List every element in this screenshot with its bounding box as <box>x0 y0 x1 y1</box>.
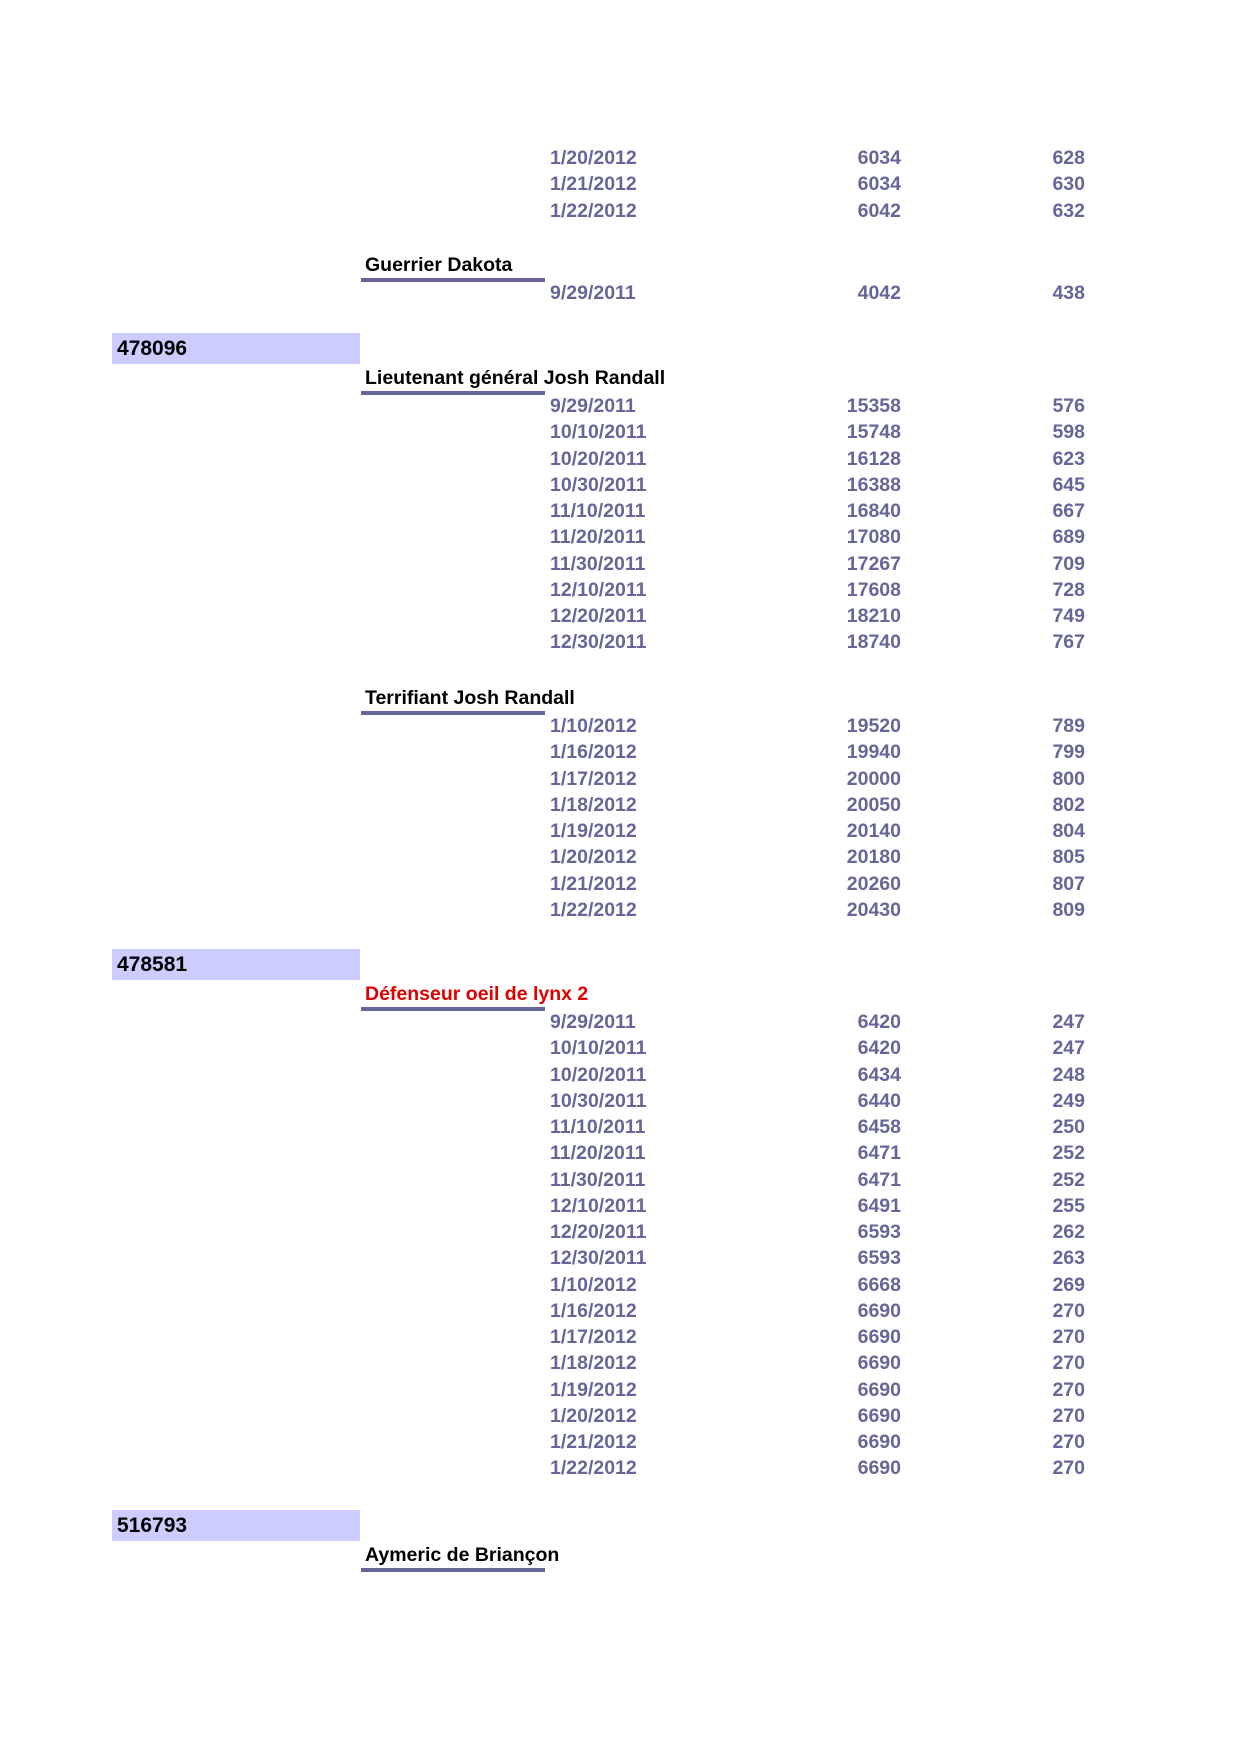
level-cell: 252 <box>1052 1142 1085 1165</box>
points-cell: 6420 <box>857 1011 901 1033</box>
table-row <box>0 1063 1241 1089</box>
points-cell: 16840 <box>846 500 901 522</box>
level-cell: 749 <box>1052 605 1085 627</box>
points-cell: 6471 <box>857 1168 901 1191</box>
date-cell: 12/30/2011 <box>550 631 647 654</box>
table-row <box>0 630 1241 656</box>
level-cell: 269 <box>1052 1273 1085 1296</box>
date-cell: 1/20/2012 <box>550 147 637 169</box>
table-row <box>0 1220 1241 1246</box>
table-row <box>0 172 1241 198</box>
date-cell: 10/30/2011 <box>550 473 647 496</box>
table-row <box>0 420 1241 446</box>
level-cell: 247 <box>1052 1037 1085 1060</box>
level-cell: 263 <box>1052 1247 1085 1270</box>
level-cell: 576 <box>1052 395 1085 417</box>
date-cell: 12/10/2011 <box>550 578 647 601</box>
table-row <box>0 1325 1241 1351</box>
date-cell: 1/22/2012 <box>550 199 637 222</box>
date-cell: 1/19/2012 <box>550 1378 637 1401</box>
table-row <box>0 552 1241 578</box>
points-cell: 15748 <box>846 421 901 444</box>
unit-name-terrifiant: Terrifiant Josh Randall <box>365 687 575 709</box>
table-row <box>0 1246 1241 1272</box>
date-cell: 11/10/2011 <box>550 500 646 522</box>
points-cell: 18210 <box>846 605 901 627</box>
level-cell: 270 <box>1052 1352 1085 1375</box>
table-row <box>0 872 1241 898</box>
table-row <box>0 793 1241 819</box>
points-cell: 6593 <box>857 1221 901 1243</box>
date-cell: 9/29/2011 <box>550 1011 636 1033</box>
table-row <box>0 281 1241 307</box>
table-row <box>0 499 1241 525</box>
date-cell: 11/30/2011 <box>550 552 646 575</box>
points-cell: 6668 <box>857 1273 901 1296</box>
date-cell: 1/20/2012 <box>550 1404 637 1427</box>
table-row <box>0 1299 1241 1325</box>
table-row <box>0 1273 1241 1299</box>
level-cell: 252 <box>1052 1168 1085 1191</box>
date-cell: 1/21/2012 <box>550 872 637 895</box>
level-cell: 645 <box>1052 473 1085 496</box>
level-cell: 802 <box>1052 793 1085 816</box>
points-cell: 6034 <box>857 173 901 196</box>
player-id-478581: 478581 <box>117 953 188 976</box>
table-row <box>0 819 1241 845</box>
date-cell: 1/10/2012 <box>550 715 637 737</box>
unit-underline <box>361 1568 545 1572</box>
level-cell: 628 <box>1052 147 1085 169</box>
table-row <box>0 146 1241 172</box>
date-cell: 1/22/2012 <box>550 1457 637 1480</box>
table-row <box>0 1010 1241 1036</box>
table-row <box>0 767 1241 793</box>
unit-name-defenseur: Défenseur oeil de lynx 2 <box>365 983 589 1005</box>
date-cell: 1/20/2012 <box>550 846 637 869</box>
points-cell: 6471 <box>857 1142 901 1165</box>
points-cell: 6434 <box>857 1063 901 1086</box>
points-cell: 4042 <box>857 282 901 304</box>
points-cell: 6690 <box>857 1457 901 1480</box>
level-cell: 630 <box>1052 173 1085 196</box>
date-cell: 9/29/2011 <box>550 395 636 417</box>
table-row <box>0 898 1241 924</box>
points-cell: 20260 <box>846 872 901 895</box>
points-cell: 20000 <box>846 767 901 790</box>
level-cell: 598 <box>1052 421 1085 444</box>
date-cell: 10/10/2011 <box>550 421 647 444</box>
level-cell: 800 <box>1052 767 1085 790</box>
level-cell: 250 <box>1052 1116 1085 1138</box>
player-id-516793: 516793 <box>117 1514 188 1537</box>
date-cell: 1/22/2012 <box>550 898 637 921</box>
date-cell: 12/20/2011 <box>550 1221 647 1243</box>
level-cell: 804 <box>1052 820 1085 842</box>
points-cell: 6690 <box>857 1404 901 1427</box>
points-cell: 19940 <box>846 741 901 764</box>
date-cell: 12/30/2011 <box>550 1247 647 1270</box>
points-cell: 20430 <box>846 898 901 921</box>
date-cell: 11/20/2011 <box>550 1142 646 1165</box>
table-row <box>0 1168 1241 1194</box>
points-cell: 15358 <box>846 395 901 417</box>
date-cell: 12/10/2011 <box>550 1194 647 1217</box>
date-cell: 1/19/2012 <box>550 820 637 842</box>
level-cell: 270 <box>1052 1404 1085 1427</box>
date-cell: 1/21/2012 <box>550 1431 637 1453</box>
points-cell: 6440 <box>857 1089 901 1112</box>
date-cell: 1/18/2012 <box>550 793 637 816</box>
date-cell: 10/10/2011 <box>550 1037 647 1060</box>
level-cell: 270 <box>1052 1326 1085 1348</box>
date-cell: 11/20/2011 <box>550 526 646 549</box>
table-row <box>0 604 1241 630</box>
points-cell: 6690 <box>857 1299 901 1322</box>
unit-name-aymeric: Aymeric de Briançon <box>365 1544 560 1566</box>
date-cell: 10/20/2011 <box>550 1063 647 1086</box>
points-cell: 6458 <box>857 1116 901 1138</box>
table-row <box>0 740 1241 766</box>
level-cell: 247 <box>1052 1011 1085 1033</box>
level-cell: 255 <box>1052 1194 1085 1217</box>
level-cell: 270 <box>1052 1431 1085 1453</box>
level-cell: 789 <box>1052 715 1085 737</box>
level-cell: 709 <box>1052 552 1085 575</box>
table-row <box>0 1456 1241 1482</box>
level-cell: 270 <box>1052 1457 1085 1480</box>
points-cell: 6593 <box>857 1247 901 1270</box>
table-row <box>0 1141 1241 1167</box>
level-cell: 807 <box>1052 872 1085 895</box>
points-cell: 6034 <box>857 147 901 169</box>
level-cell: 689 <box>1052 526 1085 549</box>
points-cell: 17608 <box>846 578 901 601</box>
table-row <box>0 1430 1241 1456</box>
date-cell: 1/16/2012 <box>550 1299 637 1322</box>
table-row <box>0 394 1241 420</box>
points-cell: 20050 <box>846 793 901 816</box>
table-row <box>0 199 1241 225</box>
date-cell: 1/17/2012 <box>550 767 637 790</box>
level-cell: 249 <box>1052 1089 1085 1112</box>
level-cell: 262 <box>1052 1221 1085 1243</box>
level-cell: 270 <box>1052 1299 1085 1322</box>
level-cell: 632 <box>1052 199 1085 222</box>
points-cell: 16388 <box>846 473 901 496</box>
date-cell: 1/16/2012 <box>550 741 637 764</box>
date-cell: 11/10/2011 <box>550 1116 646 1138</box>
date-cell: 1/10/2012 <box>550 1273 637 1296</box>
table-row <box>0 447 1241 473</box>
points-cell: 20180 <box>846 846 901 869</box>
level-cell: 667 <box>1052 500 1085 522</box>
table-row <box>0 1378 1241 1404</box>
level-cell: 623 <box>1052 447 1085 470</box>
level-cell: 809 <box>1052 898 1085 921</box>
table-row <box>0 578 1241 604</box>
date-cell: 1/21/2012 <box>550 173 637 196</box>
level-cell: 270 <box>1052 1378 1085 1401</box>
table-row <box>0 714 1241 740</box>
points-cell: 17267 <box>846 552 901 575</box>
date-cell: 10/30/2011 <box>550 1089 647 1112</box>
table-row <box>0 845 1241 871</box>
level-cell: 799 <box>1052 741 1085 764</box>
table-row <box>0 1194 1241 1220</box>
level-cell: 767 <box>1052 631 1085 654</box>
unit-name-lieutenant: Lieutenant général Josh Randall <box>365 367 666 389</box>
points-cell: 16128 <box>846 447 901 470</box>
table-row <box>0 1404 1241 1430</box>
date-cell: 10/20/2011 <box>550 447 647 470</box>
level-cell: 805 <box>1052 846 1085 869</box>
table-row <box>0 525 1241 551</box>
table-row <box>0 1089 1241 1115</box>
points-cell: 6690 <box>857 1352 901 1375</box>
points-cell: 6690 <box>857 1378 901 1401</box>
date-cell: 11/30/2011 <box>550 1168 646 1191</box>
date-cell: 12/20/2011 <box>550 605 647 627</box>
points-cell: 6690 <box>857 1326 901 1348</box>
unit-name-guerrier-dakota: Guerrier Dakota <box>365 254 513 276</box>
points-cell: 17080 <box>846 526 901 549</box>
player-id-478096: 478096 <box>117 337 188 360</box>
level-cell: 438 <box>1052 282 1085 304</box>
table-row <box>0 1115 1241 1141</box>
points-cell: 6420 <box>857 1037 901 1060</box>
table-row <box>0 1036 1241 1062</box>
date-cell: 1/17/2012 <box>550 1326 637 1348</box>
points-cell: 6042 <box>857 199 901 222</box>
level-cell: 248 <box>1052 1063 1085 1086</box>
points-cell: 6491 <box>857 1194 901 1217</box>
level-cell: 728 <box>1052 578 1085 601</box>
points-cell: 6690 <box>857 1431 901 1453</box>
points-cell: 20140 <box>846 820 901 842</box>
points-cell: 19520 <box>846 715 901 737</box>
date-cell: 1/18/2012 <box>550 1352 637 1375</box>
points-cell: 18740 <box>846 631 901 654</box>
date-cell: 9/29/2011 <box>550 282 636 304</box>
table-row <box>0 1351 1241 1377</box>
table-row <box>0 473 1241 499</box>
